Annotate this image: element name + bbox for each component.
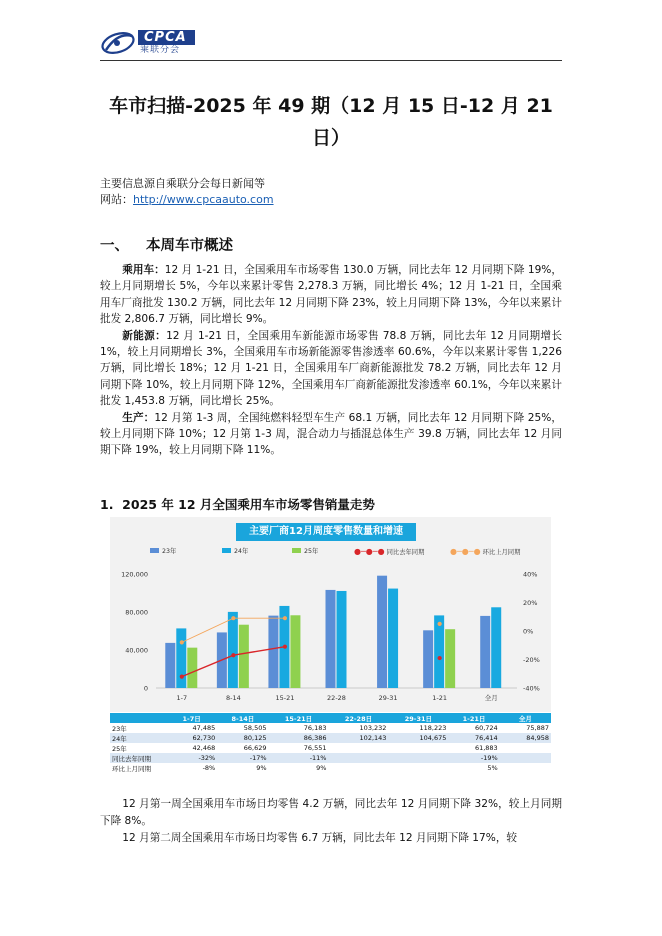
paragraph-text: 12 月 1-21 日，全国乘用车市场零售 130.0 万辆，同比去年 12 月同期下降 19%，较上月同期增长 5%，今年以来累计零售 2,278.3 万辆，同比增长 4%；12 月 1-21 日，全国乘用车厂商批发 130.2 万辆，同比去年 12 月同期下降 23%，较上月同期下降 13%，今年以来累计批发 2,806.7 万辆，同比增长 9%。 — [100, 264, 562, 326]
table-row — [110, 723, 551, 733]
point-环比上月同期 — [180, 640, 184, 644]
point-同比去年同期 — [438, 656, 442, 660]
legend-label: 同比去年同期 — [386, 549, 425, 556]
section-1-number: 一、 — [100, 238, 129, 254]
bar-25年 — [187, 648, 197, 688]
table-cell — [328, 753, 388, 763]
bar-23年 — [165, 643, 175, 688]
legend-line-yoy-icon: ●─●─● — [354, 547, 385, 556]
table-cell: 75,887 — [526, 724, 549, 732]
y2-tick-label: 40% — [523, 570, 538, 579]
bar-24年 — [388, 589, 398, 688]
y-tick-label: 80,000 — [125, 608, 148, 617]
table-row-label: 25年 — [112, 744, 127, 753]
table-header-cell: 29-31日 — [388, 713, 448, 723]
y-tick-label: 0 — [143, 684, 148, 693]
table-cell: 84,958 — [500, 733, 551, 743]
table-cell — [388, 763, 448, 773]
bar-23年 — [423, 630, 433, 688]
table-row-label: 同比去年同期 — [110, 753, 166, 763]
section-1-1-number: 1. — [100, 497, 114, 512]
paragraph-new-energy — [100, 328, 562, 410]
x-tick-label: 8-14 — [225, 694, 241, 702]
table-cell — [500, 763, 551, 773]
table-cell: 118,223 — [419, 724, 447, 732]
section-1-1-heading — [100, 495, 375, 513]
bar-23年 — [480, 616, 490, 688]
table-header-row — [110, 713, 551, 723]
legend-label: 25年 — [304, 548, 319, 555]
paragraph-label: 新能源： — [122, 329, 167, 342]
table-cell: 86,386 — [269, 733, 329, 743]
bar-24年 — [491, 607, 501, 688]
table-header-corner — [110, 713, 166, 723]
table-cell: -8% — [202, 764, 216, 772]
x-tick-label: 全月 — [484, 694, 498, 702]
table-cell — [500, 753, 551, 763]
y-tick-label: 40,000 — [125, 646, 148, 655]
table-header-cell: 8-14日 — [217, 713, 268, 723]
bar-25年 — [239, 625, 249, 688]
table-cell: 61,883 — [474, 744, 498, 752]
legend-line-mom-icon: ●─●─● — [450, 547, 481, 556]
table-cell: 76,183 — [303, 724, 327, 732]
table-cell: -11% — [269, 753, 329, 763]
bar-25年 — [290, 615, 300, 688]
weekly-retail-chart — [110, 517, 551, 712]
chart-title: 主要厂商12月周度零售数量和增速 — [236, 523, 416, 541]
table-cell: 103,232 — [359, 724, 387, 732]
table-header-cell: 15-21日 — [269, 713, 329, 723]
chart-data-table — [110, 713, 551, 773]
section-1-title: 本周车市概述 — [146, 238, 233, 254]
table-cell — [388, 753, 448, 763]
point-环比上月同期 — [231, 616, 235, 620]
bar-23年 — [268, 616, 278, 688]
y-tick-label: 120,000 — [121, 570, 148, 579]
point-环比上月同期 — [283, 616, 287, 620]
table-header-cell: 1-7日 — [166, 713, 217, 723]
table-cell — [388, 743, 448, 753]
website-line — [100, 192, 274, 207]
x-tick-label: 29-31 — [378, 694, 398, 702]
paragraph-week-1: 12 月第一周全国乘用车市场日均零售 4.2 万辆，同比去年 12 月同期下降 32%，较上月同期下降 8%。 — [100, 798, 562, 827]
chart-plot — [110, 517, 551, 712]
bar-24年 — [176, 628, 186, 688]
table-row-label: 环比上月同期 — [112, 764, 151, 773]
table-cell: 42,468 — [192, 744, 216, 752]
table-cell: 47,485 — [192, 724, 216, 732]
point-同比去年同期 — [283, 645, 287, 649]
table-cell: 60,724 — [474, 724, 498, 732]
table-cell — [328, 763, 388, 773]
bar-24年 — [434, 615, 444, 688]
table-header-cell: 全月 — [500, 713, 551, 723]
website-label: 网站： — [100, 193, 133, 206]
table-header-cell: 1-21日 — [448, 713, 499, 723]
table-row — [110, 743, 551, 753]
point-同比去年同期 — [231, 653, 235, 657]
x-tick-label: 15-21 — [275, 694, 295, 702]
table-row — [110, 763, 551, 773]
page-header — [100, 26, 562, 61]
table-cell: -17% — [217, 753, 268, 763]
title-line-2: 日） — [311, 127, 350, 149]
paragraph-passenger-car — [100, 262, 562, 328]
table-row — [110, 753, 551, 763]
logo-cn-text: 乘联分会 — [140, 45, 181, 55]
website-link[interactable]: http://www.cpcaauto.com — [133, 193, 274, 206]
source-line: 主要信息源自乘联分会每日新闻等 — [100, 177, 265, 190]
table-cell: 9% — [316, 764, 327, 772]
table-cell: -32% — [166, 753, 217, 763]
legend-label: 23年 — [162, 548, 177, 555]
paragraph-week-2: 12 月第二周全国乘用车市场日均零售 6.7 万辆，同比去年 12 月同期下降 17%，较 — [122, 832, 518, 844]
table-row-label: 23年 — [112, 724, 127, 733]
table-cell: 5% — [487, 764, 498, 772]
section-1-1-title: 2025 年 12 月全国乘用车市场零售销量走势 — [122, 497, 375, 512]
y2-tick-label: -20% — [523, 656, 540, 664]
section-1-heading — [100, 234, 233, 255]
y2-tick-label: 0% — [523, 627, 534, 636]
bar-25年 — [445, 629, 455, 688]
legend-label: 24年 — [234, 548, 249, 555]
paragraph-text: 12 月第 1-3 周，全国纯燃料轻型车生产 68.1 万辆，同比去年 12 月同期下降 25%，较上月同期下降 10%；12 月第 1-3 周，混合动力与插混总体生产 39.8 万辆，同比去年 12 月同期下降 19%，较上月同期下降 11%。 — [100, 411, 563, 457]
x-tick-label: 22-28 — [327, 694, 346, 702]
bar-24年 — [337, 591, 347, 688]
table-cell: 58,505 — [243, 724, 267, 732]
y2-tick-label: 20% — [523, 599, 538, 607]
table-cell: 80,125 — [217, 733, 268, 743]
legend-label: 环比上月同期 — [482, 549, 521, 556]
table-cell — [500, 743, 551, 753]
bar-24年 — [228, 612, 238, 688]
title-line-1: 车市扫描-2025 年 49 期（12 月 15 日-12 月 21 — [109, 95, 553, 117]
x-tick-label: 1-7 — [176, 694, 188, 702]
x-tick-label: 1-21 — [432, 694, 448, 702]
table-cell: 76,414 — [448, 733, 499, 743]
table-cell: 104,675 — [388, 733, 448, 743]
cpca-logo-icon — [100, 28, 136, 58]
paragraph-production — [100, 410, 562, 459]
page-title — [100, 90, 562, 154]
table-row-label: 24年 — [110, 733, 166, 743]
table-header-cell: 22-28日 — [328, 713, 388, 723]
bar-23年 — [326, 590, 336, 688]
table-cell: 76,551 — [303, 744, 327, 752]
table-cell: 102,143 — [328, 733, 388, 743]
y2-tick-label: -40% — [523, 684, 540, 693]
point-同比去年同期 — [180, 675, 184, 679]
table-cell: 62,730 — [166, 733, 217, 743]
paragraph-label: 乘用车： — [122, 264, 165, 276]
table-cell — [328, 743, 388, 753]
table-cell: -19% — [448, 753, 499, 763]
overview-paragraphs — [100, 262, 562, 459]
weekly-paragraphs — [100, 796, 562, 847]
logo-text: CPCA — [138, 30, 195, 45]
paragraph-text: 12 月 1-21 日，全国乘用车新能源市场零售 78.8 万辆，同比去年 12 月同期增长 1%，较上月同期增长 3%，全国乘用车市场新能源零售渗透率 60.6%，今年以来累计零售 1,226 万辆，同比增长 18%；12 月 1-21 日，全国乘用车厂商新能源批发 78.2 万辆，同比去年 12 月同期下降 10%，较上月同期下降 12%，全国乘用车厂商新能源批发渗透率 60.1%，今年以来累计批发 1,453.8 万辆，同比增长 25%。 — [100, 329, 563, 408]
table-row — [110, 733, 551, 743]
table-cell: 9% — [256, 764, 267, 772]
point-环比上月同期 — [438, 622, 442, 626]
paragraph-label: 生产： — [122, 411, 155, 424]
bar-23年 — [377, 576, 387, 688]
table-cell: 66,629 — [243, 744, 267, 752]
